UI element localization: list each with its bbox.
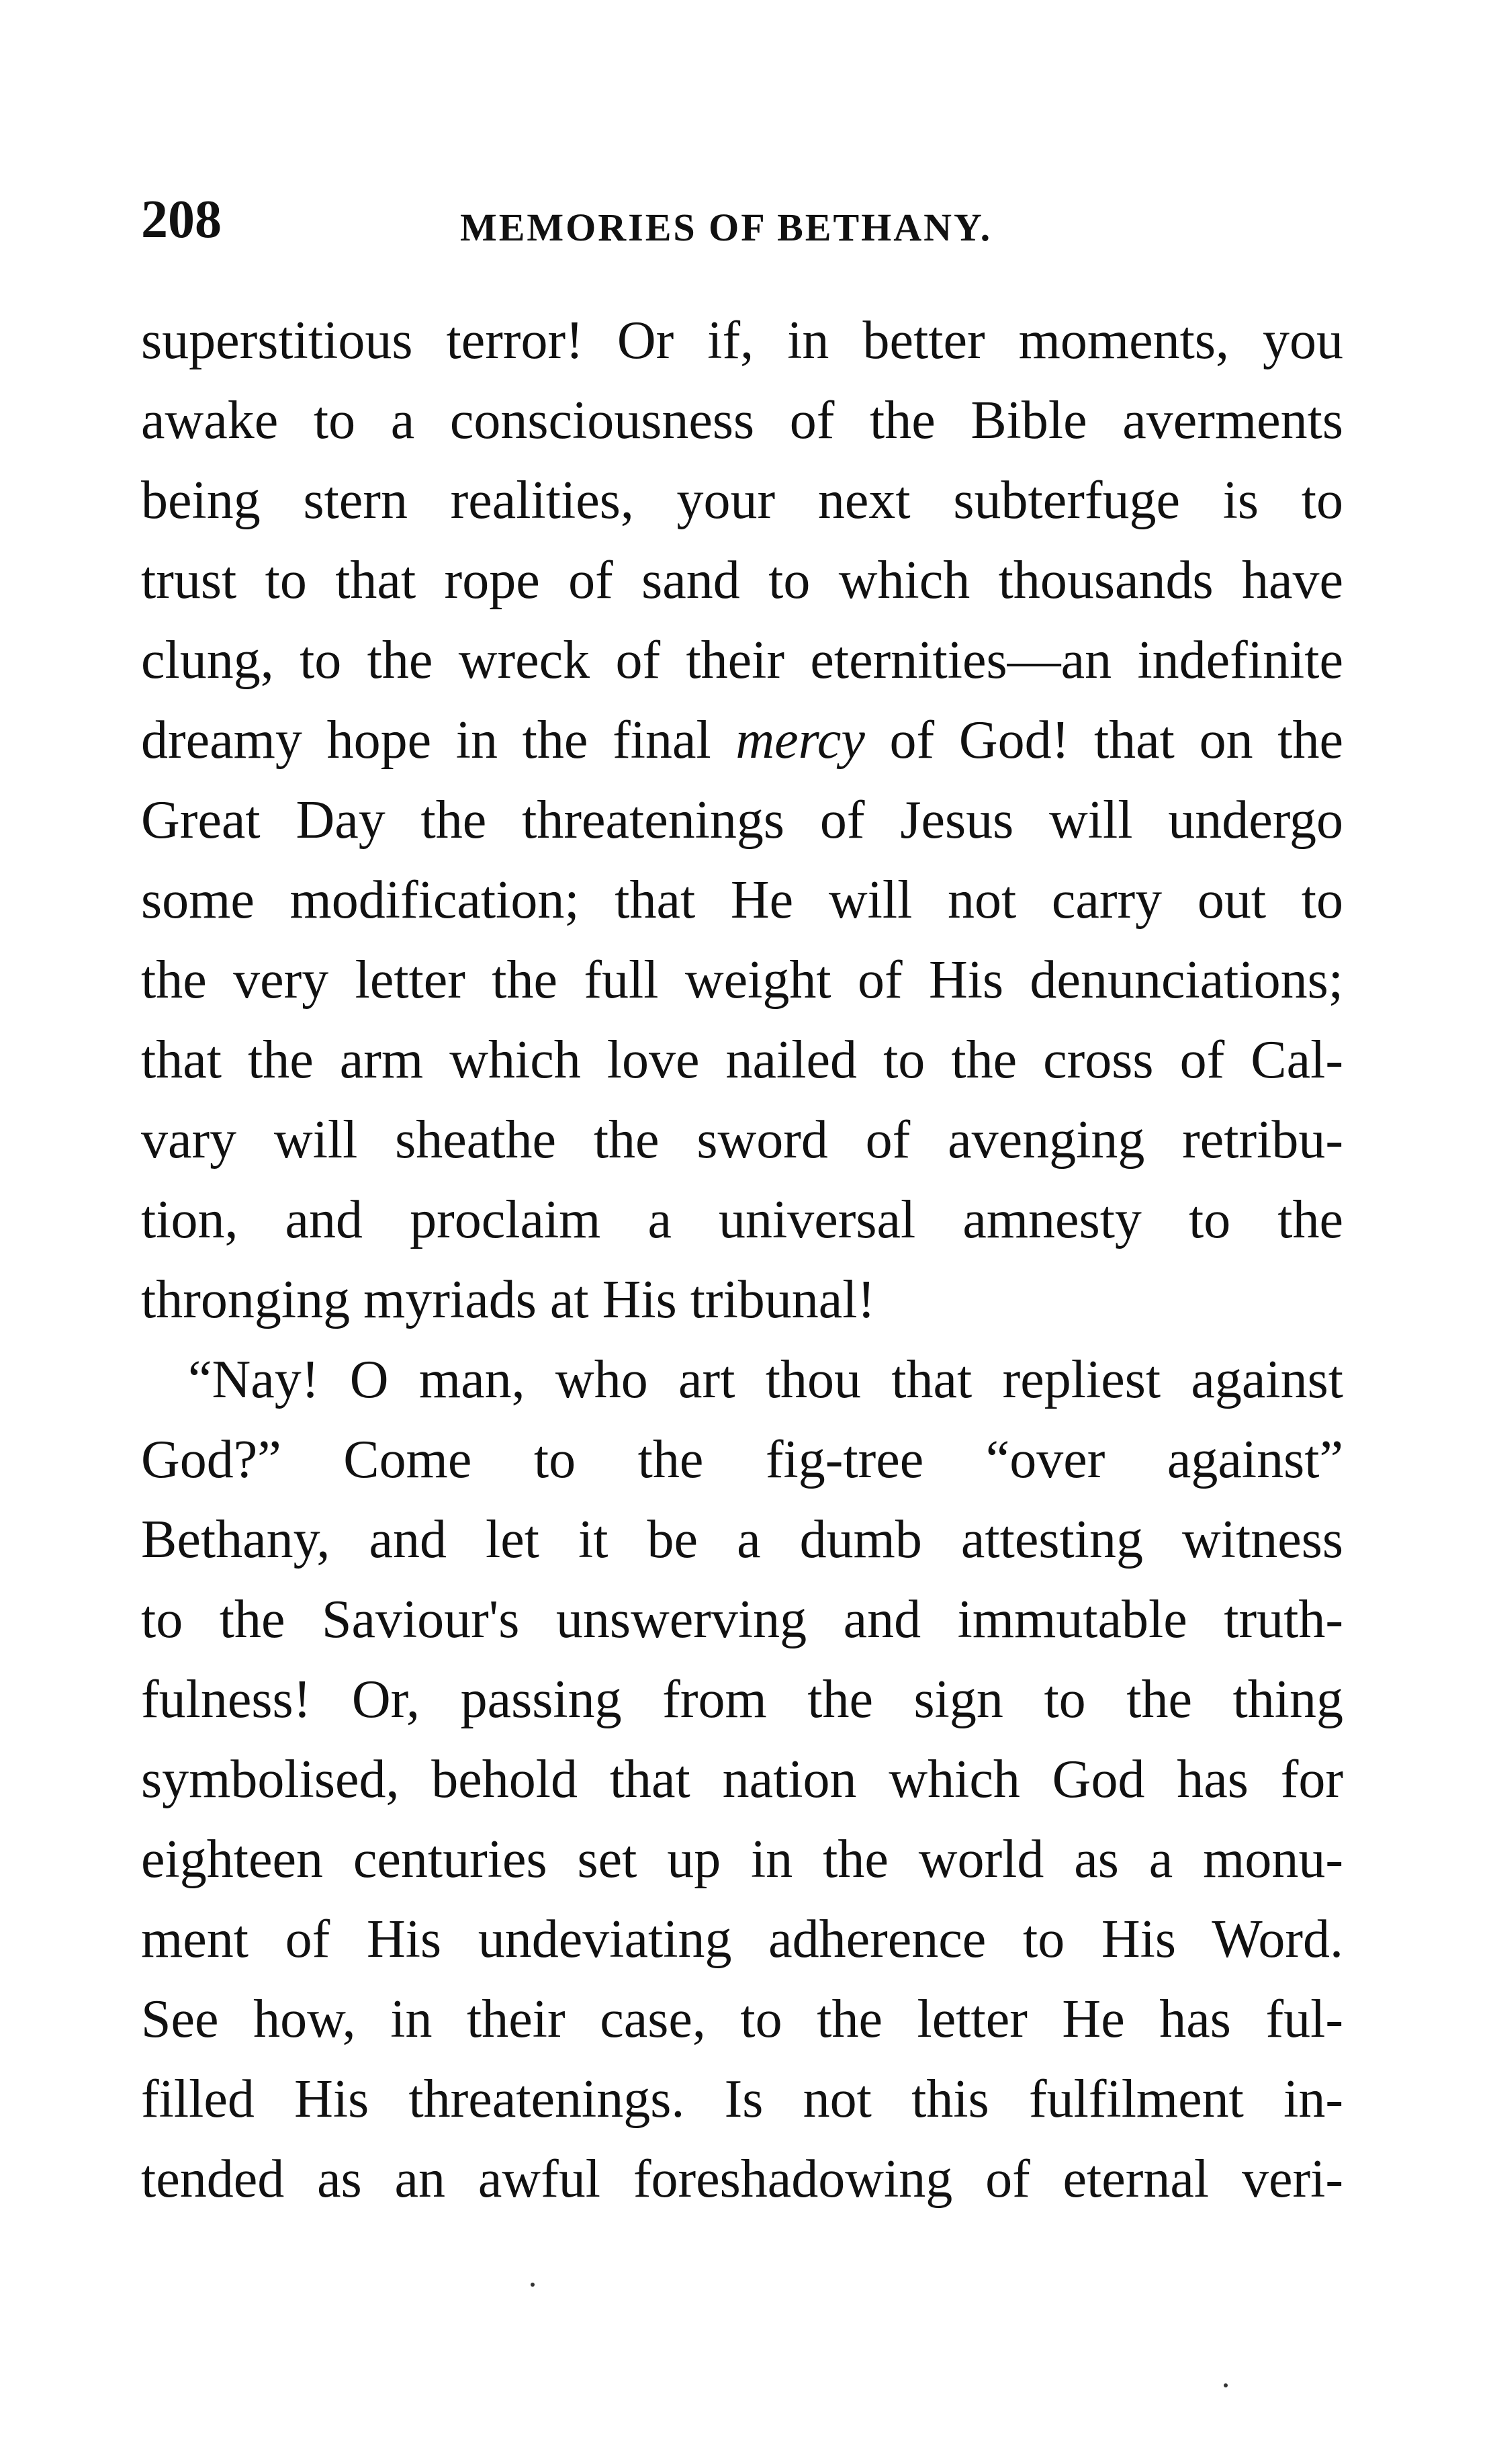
text-line-end: of God! that on the bbox=[864, 711, 1344, 770]
text-line: awake to a consciousness of the Bible averments bbox=[141, 391, 1343, 450]
text-line: that the arm which love nailed to the cross of Cal- bbox=[141, 1030, 1343, 1090]
book-title: MEMORIES OF BETHANY. bbox=[460, 206, 993, 249]
text-line: superstitious terror! Or if, in better moments, you bbox=[141, 311, 1343, 370]
running-head bbox=[141, 183, 1343, 257]
text-line: fulness! Or, passing from the sign to the thing bbox=[141, 1670, 1343, 1729]
ink-speck bbox=[1224, 2383, 1228, 2387]
text-line-start: dreamy hope in the final bbox=[141, 711, 736, 770]
text-line bbox=[141, 701, 1343, 781]
text-line: Great Day the threatenings of Jesus will undergo bbox=[141, 791, 1343, 850]
page-number: 208 bbox=[141, 190, 222, 249]
text-line: God?” Come to the fig-tree “over against” bbox=[141, 1430, 1343, 1489]
text-line: See how, in their case, to the letter He has ful- bbox=[141, 1990, 1343, 2049]
text-line: eighteen centuries set up in the world as a monu- bbox=[141, 1830, 1343, 1889]
text-line: “Nay! O man, who art thou that repliest against bbox=[188, 1350, 1343, 1409]
text-line: ment of His undeviating adherence to His Word. bbox=[141, 1910, 1343, 1969]
text-line: to the Saviour's unswerving and immutable truth- bbox=[141, 1590, 1343, 1649]
text-line: filled His threatenings. Is not this fulfilment in- bbox=[141, 2070, 1343, 2129]
text-line: symbolised, behold that nation which God has for bbox=[141, 1750, 1343, 1809]
italic-word: mercy bbox=[735, 711, 865, 770]
text-line: some modification; that He will not carry out to bbox=[141, 871, 1343, 930]
text-line: trust to that rope of sand to which thousands have bbox=[141, 551, 1343, 610]
text-line: the very letter the full weight of His denunciations; bbox=[141, 951, 1343, 1010]
text-line: vary will sheathe the sword of avenging retribu- bbox=[141, 1110, 1343, 1170]
text-line: tended as an awful foreshadowing of eternal veri- bbox=[141, 2150, 1343, 2209]
text-line: clung, to the wreck of their eternities—an indefinite bbox=[141, 631, 1343, 690]
text-line: tion, and proclaim a universal amnesty to the bbox=[141, 1190, 1343, 1249]
text-line: being stern realities, your next subterfuge is to bbox=[141, 471, 1343, 530]
ink-speck bbox=[531, 2283, 535, 2287]
text-line: thronging myriads at His tribunal! bbox=[141, 1270, 876, 1329]
text-line: Bethany, and let it be a dumb attesting witness bbox=[141, 1510, 1343, 1569]
body-text bbox=[141, 301, 1343, 2219]
